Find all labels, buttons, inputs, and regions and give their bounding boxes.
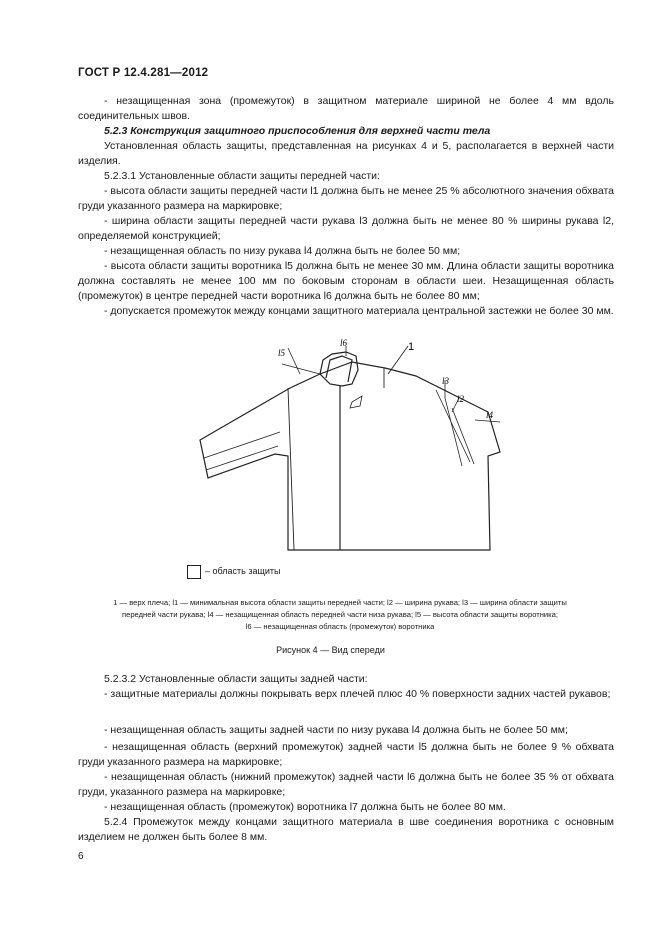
label-l5: l5 <box>278 348 286 358</box>
list-item: - незащищенная область по низу рукава l4 должна быть не более 50 мм; <box>104 245 461 257</box>
list-item: - незащищенная область (нижний промежуток) задней части l6 должна быть не более 35 % от обхвата груди, указанного размера на маркировке; <box>78 771 614 799</box>
legend-label: – область защиты <box>205 566 281 576</box>
chest-detail <box>350 396 362 408</box>
paragraph: - незащищенная зона (промежуток) в защитном материале шириной не более 4 мм вдоль соединительных швов. <box>78 95 614 123</box>
figure-caption: 1 — верх плеча; l1 — минимальная высота области защиты передней части; l2 — ширина рукава; l3 — ширина области защиты передней части рукава; l4 — незащищенная область передней части низа рукава; l5 — высота области защиты воротника; <box>113 598 567 619</box>
list-item: - высота области защиты передней части l1 должна быть не менее 25 % абсолютного значения обхвата груди указанного размера на маркировке; <box>78 185 614 213</box>
label-l3: l3 <box>442 376 450 386</box>
jacket-figure <box>170 336 510 556</box>
list-item: - незащищенная область (промежуток) воротника l7 должна быть не более 80 мм. <box>104 801 506 813</box>
list-item: - допускается промежуток между концами защитного материала центральной застежки не более 30 мм. <box>104 305 614 317</box>
section-heading <box>78 124 614 139</box>
left-shoulder-seam <box>288 388 294 550</box>
paragraph: 5.2.3.2 Установленные области защиты задней части: <box>104 673 368 685</box>
list-item: - незащищенная область (верхний промежуток) задней части l5 должна быть не более 9 % обхвата груди указанного размера на маркировке; <box>78 741 614 769</box>
paragraph: Установленная область защиты, представленная на рисунках 4 и 5, располагается в верхней части изделия. <box>78 140 614 168</box>
jacket-outline <box>200 362 500 550</box>
list-item: - защитные материалы должны покрывать верх плечей плюс 40 % поверхности задних частей рукавов; <box>104 688 611 700</box>
label-l2: l2 <box>457 394 465 404</box>
figure-caption-line: l6 — незащищенная область (промежуток) воротника <box>245 622 435 631</box>
section-number: 5.2.3 <box>104 125 128 137</box>
legend-swatch <box>187 565 201 579</box>
label-1: 1 <box>408 341 415 353</box>
label-l6: l6 <box>340 338 348 348</box>
document-header: ГОСТ Р 12.4.281—2012 <box>78 67 209 79</box>
left-sleeve-protection-edge <box>204 432 280 458</box>
paragraph: 5.2.4 Промежуток между концами защитного материала в шве соединения воротника с основным изделием не должен быть более 8 мм. <box>78 816 614 844</box>
list-item: - ширина области защиты передней части рукава l3 должна быть не менее 80 % ширины рукава l2, определяемой конструкцией; <box>78 215 614 243</box>
figure-title: Рисунок 4 — Вид спереди <box>276 645 385 655</box>
page-number: 6 <box>78 851 84 862</box>
label-l4: l4 <box>486 410 494 420</box>
collar-inner <box>326 356 352 382</box>
paragraph: 5.2.3.1 Установленные области защиты передней части: <box>104 170 380 182</box>
list-item: - незащищенная область защиты задней части по низу рукава l4 должна быть не более 50 мм; <box>104 724 568 736</box>
list-item: - высота области защиты воротника l5 должна быть не менее 30 мм. Длина области защиты воротника должна составлять не менее 100 мм по боковым сторонам в области шеи. Незащищенная область (промежуток) в центре передней части воротника l6 должна быть не более 80 мм; <box>78 260 614 303</box>
section-title: Конструкция защитного приспособления для верхней части тела <box>130 125 491 137</box>
